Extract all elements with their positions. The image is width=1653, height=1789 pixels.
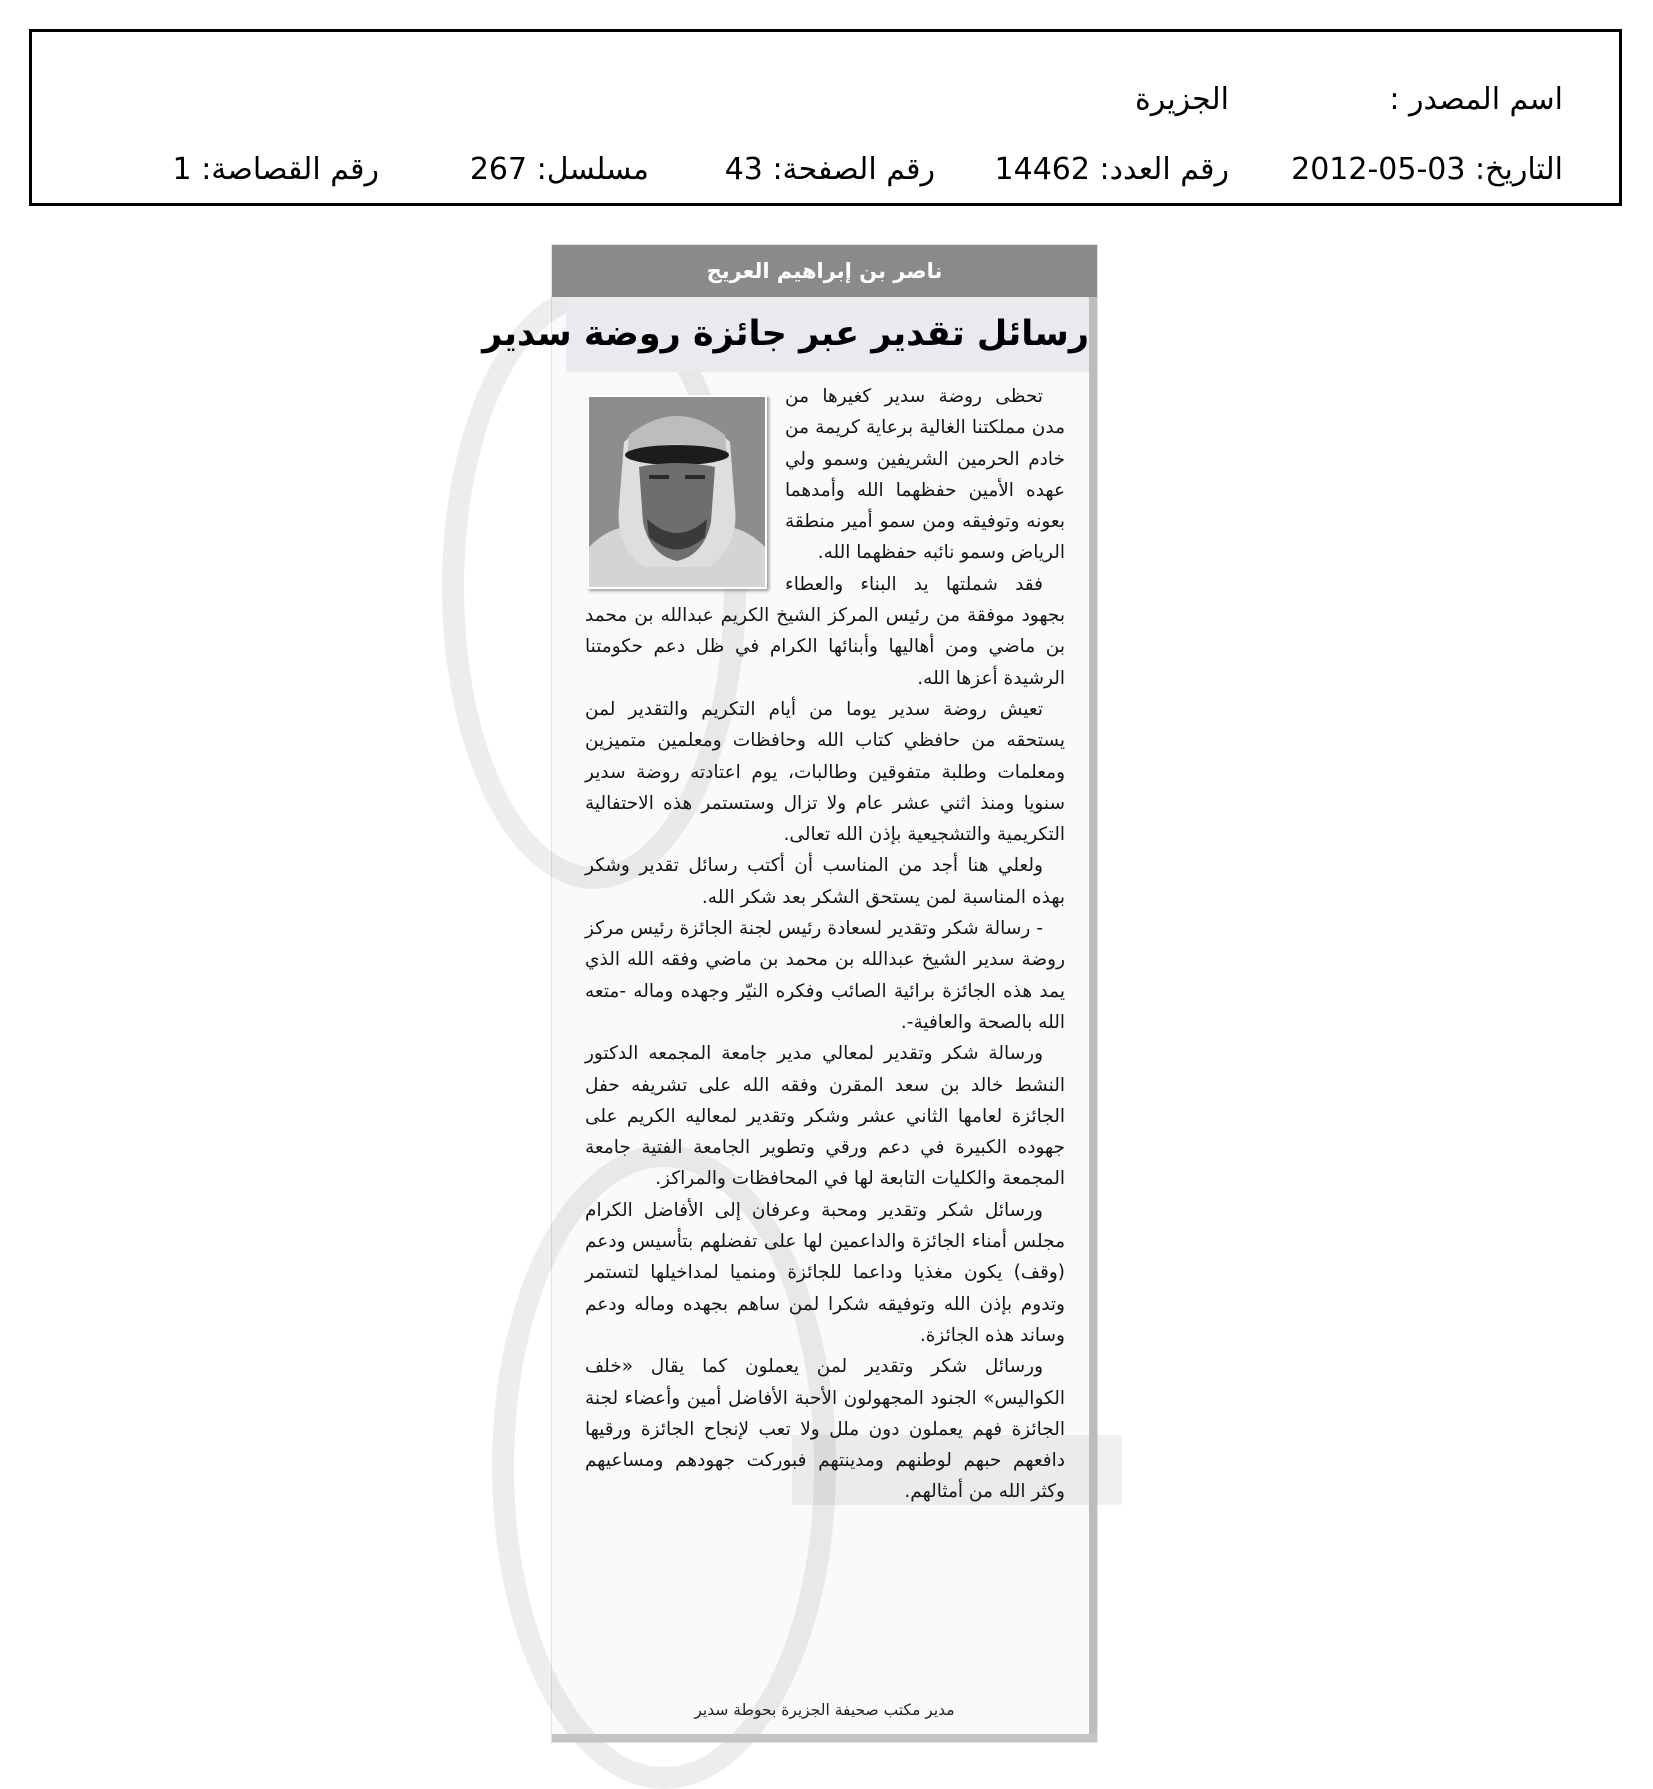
date-field bbox=[1291, 148, 1563, 192]
serial-value: 267 bbox=[469, 152, 528, 187]
date-label: التاريخ: bbox=[1475, 152, 1563, 187]
source-value: الجزيرة bbox=[1134, 82, 1229, 117]
clipping-shadow-edge bbox=[1089, 297, 1097, 1742]
clip-number-value: 1 bbox=[172, 152, 192, 187]
article-paragraph: فقد شملتها يد البناء والعطاء بجهود موفقة من رئيس المركز الشيخ الكريم عبدالله بن محمد بن ماضي ومن أهاليها وأبنائها الكرام في ظل دعم حكومتنا الرشيدة أعزها الله. bbox=[585, 573, 1065, 689]
issue-number-field bbox=[995, 148, 1229, 192]
article-paragraph: ورسائل شكر وتقدير لمن يعملون كما يقال «خلف الكواليس» الجنود المجهولون الأحبة الأفاضل أمين وأعضاء لجنة الجائزة فهم يعملون دون ملل ولا تعب لإنجاح الجائزة ورقيها دافعهم حبهم لوطنهم ومدينتهم فبوركت جهودهم ومساعيهم وكثر الله من أمثالهم. bbox=[585, 1356, 1065, 1503]
issue-number-label: رقم العدد: bbox=[1099, 152, 1229, 187]
source-row bbox=[32, 78, 1619, 122]
article-paragraph: تحظى روضة سدير كغيرها من مدن مملكتنا الغالية برعاية كريمة من خادم الحرمين الشريفين وسمو ولي عهده الأمين حفظهما الله وأمدهما بعونه وتوفيقه ومن سمو أمير منطقة الرياض وسمو نائبه حفظهما الله. bbox=[785, 386, 1065, 564]
article-headline: رسائل تقدير عبر جائزة روضة سدير bbox=[566, 297, 1089, 372]
article-body bbox=[585, 381, 1065, 1508]
photo-text-wrap bbox=[585, 381, 785, 599]
author-credit: مدير مكتب صحيفة الجزيرة بحوطة سدير bbox=[694, 1701, 955, 1719]
clipping-shadow-edge bbox=[552, 1734, 1097, 1742]
newspaper-clipping bbox=[482, 245, 1097, 1742]
clip-number-field bbox=[173, 148, 379, 192]
article-paragraph: - رسالة شكر وتقدير لسعادة رئيس لجنة الجائزة رئيس مركز روضة سدير الشيخ عبدالله بن محمد بن ماضي وفقه الله الذي يمد هذه الجائزة برائية الصائب وفكره النيّر وجهده وماله -متعه الله بالصحة والعافية-. bbox=[585, 918, 1065, 1033]
issue-details-row bbox=[32, 148, 1619, 192]
article-paragraph: ولعلي هنا أجد من المناسب أن أكتب رسائل تقدير وشكر بهذه المناسبة لمن يستحق الشكر بعد شكر الله. bbox=[585, 855, 1065, 908]
article-paragraph: ورسائل شكر وتقدير ومحبة وعرفان إلى الأفاضل الكرام مجلس أمناء الجائزة والداعمين لها على تفضلهم بتأسيس ودعم (وقف) يكون مغذيا وداعما للجائزة ومنميا لمداخيلها لتستمر وتدوم بإذن الله وتوفيقه شكرا لمن ساهم بجهده وماله ودعم وساند هذه الجائزة. bbox=[585, 1199, 1065, 1346]
page-number-label: رقم الصفحة: bbox=[772, 152, 935, 187]
serial-field bbox=[470, 148, 649, 192]
clip-number-label: رقم القصاصة: bbox=[201, 152, 379, 187]
issue-number-value: 14462 bbox=[994, 152, 1090, 187]
source-label: اسم المصدر : bbox=[1389, 82, 1563, 117]
source-info-box bbox=[29, 29, 1622, 206]
page-number-field bbox=[725, 148, 935, 192]
author-byline: ناصر بن إبراهيم العريج bbox=[552, 245, 1097, 297]
article-paragraph: تعيش روضة سدير يوما من أيام التكريم والتقدير لمن يستحقه من حافظي كتاب الله وحافظات ومعلمين متميزين ومعلمات وطلبة متفوقين وطالبات، يوم اعتادته روضة سدير سنويا ومنذ اثني عشر عام ولا تزال وستستمر هذه الاحتفالية التكريمية والتشجيعية بإذن الله تعالى. bbox=[585, 698, 1065, 846]
serial-label: مسلسل: bbox=[536, 152, 649, 187]
page-number-value: 43 bbox=[724, 152, 763, 187]
date-value: 2012-05-03 bbox=[1291, 152, 1466, 187]
article-paragraph: ورسالة شكر وتقدير لمعالي مدير جامعة المجمعه الدكتور النشط خالد بن سعد المقرن وفقه الله على تشريفه حفل الجائزة لعامها الثاني عشر وشكر وتقدير لمعاليه الكريم على جهوده الكبيرة في دعم ورقي وتطوير الجامعة الفتية جامعة المجمعة والكليات التابعة لها في المحافظات والمراكز. bbox=[585, 1043, 1065, 1190]
